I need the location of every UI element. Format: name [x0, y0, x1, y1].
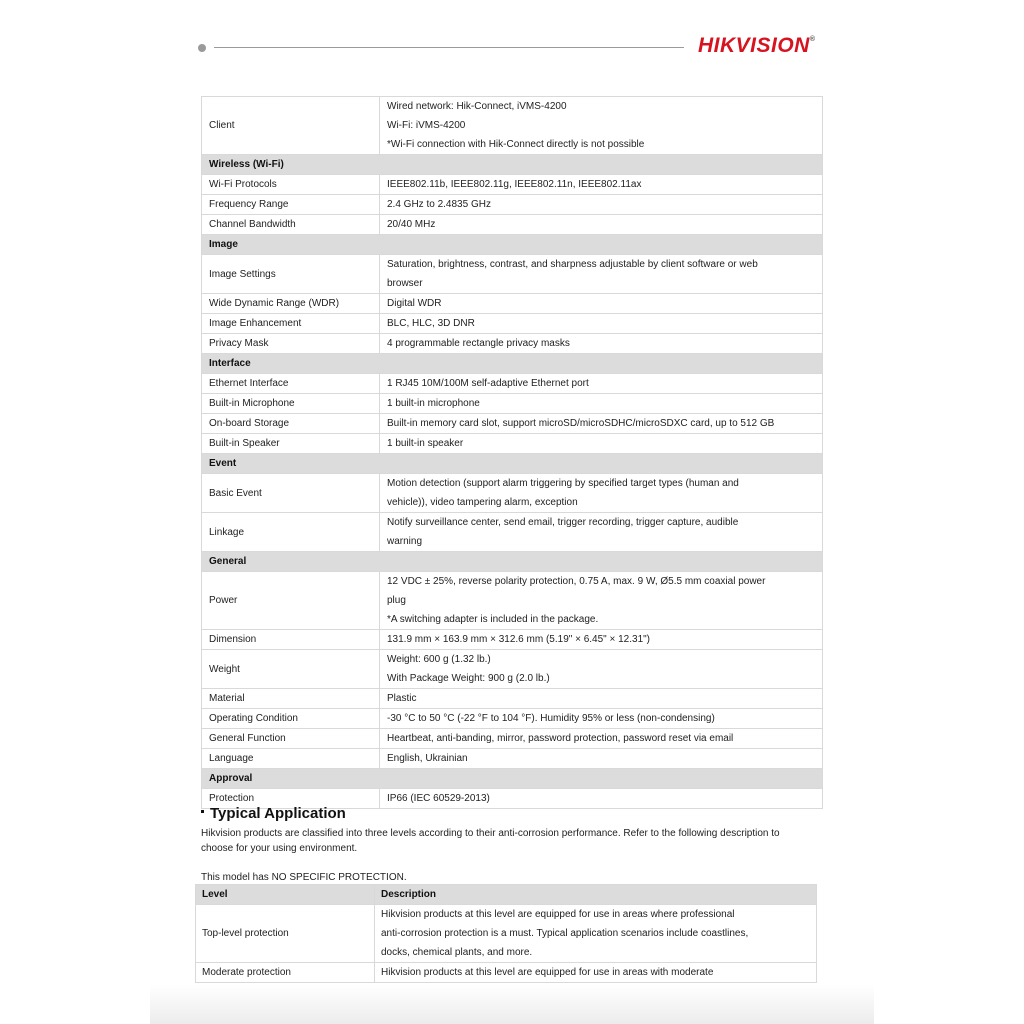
spec-key: Privacy Mask [202, 334, 380, 354]
spec-key: Power [202, 572, 380, 630]
spec-row-power [202, 572, 823, 630]
spec-key: Language [202, 749, 380, 769]
spec-value-line: Saturation, brightness, contrast, and sharpness adjustable by client software or web [387, 259, 758, 270]
spec-value-line: 12 VDC ± 25%, reverse polarity protection, 0.75 A, max. 9 W, Ø5.5 mm coaxial power [387, 576, 766, 587]
spec-row-wi-fi-protocols [202, 175, 823, 195]
spec-row-language [202, 749, 823, 769]
protection-note: This model has NO SPECIFIC PROTECTION. [201, 872, 407, 883]
spec-row-wide-dynamic-range-wdr [202, 294, 823, 314]
spec-row-built-in-speaker [202, 434, 823, 454]
protection-level-table [195, 884, 817, 983]
spec-value-line: Built-in memory card slot, support microSD/microSDHC/microSDXC card, up to 512 GB [387, 418, 775, 429]
hikvision-logo [698, 34, 816, 58]
section-title: Wireless (Wi-Fi) [202, 155, 823, 175]
spec-value-line: Notify surveillance center, send email, trigger recording, trigger capture, audible [387, 517, 739, 528]
spec-value-line: Plastic [387, 693, 417, 704]
spec-value-line: *Wi-Fi connection with Hik-Connect directly is not possible [387, 139, 645, 150]
spec-row-basic-event [202, 474, 823, 513]
level-header: Level [196, 885, 375, 905]
section-header-wireless-wi-fi [202, 155, 823, 175]
spec-key: Client [202, 97, 380, 155]
page-bottom-shadow [150, 985, 874, 1024]
spec-key: Image Settings [202, 255, 380, 294]
spec-key: Wi-Fi Protocols [202, 175, 380, 195]
spec-value [380, 255, 823, 294]
section-title: General [202, 552, 823, 572]
spec-value-line: Motion detection (support alarm triggering by specified target types (human and [387, 478, 739, 489]
section-title: Approval [202, 769, 823, 789]
spec-row-ethernet-interface [202, 374, 823, 394]
spec-value-line: Digital WDR [387, 298, 442, 309]
spec-row-general-function [202, 729, 823, 749]
spec-row-client [202, 97, 823, 155]
spec-value-line: 2.4 GHz to 2.4835 GHz [387, 199, 491, 210]
spec-value-line: 20/40 MHz [387, 219, 436, 230]
spec-value-line: IP66 (IEC 60529-2013) [387, 793, 490, 804]
spec-key: Protection [202, 789, 380, 809]
spec-value [380, 394, 823, 414]
spec-row-weight [202, 650, 823, 689]
section-header-event [202, 454, 823, 474]
spec-value [380, 513, 823, 552]
spec-row-operating-condition [202, 709, 823, 729]
spec-row-material [202, 689, 823, 709]
level-description [375, 905, 817, 963]
spec-key: General Function [202, 729, 380, 749]
spec-value [380, 334, 823, 354]
spec-value [380, 709, 823, 729]
spec-value-line: plug [387, 595, 406, 606]
spec-value [380, 650, 823, 689]
spec-value [380, 374, 823, 394]
level-description-line: Hikvision products at this level are equipped for use in areas where professional [381, 909, 735, 920]
spec-row-built-in-microphone [202, 394, 823, 414]
spec-key: Built-in Microphone [202, 394, 380, 414]
spec-value [380, 175, 823, 195]
spec-key: Ethernet Interface [202, 374, 380, 394]
level-description-line: anti-corrosion protection is a must. Typical application scenarios include coastlines, [381, 928, 749, 939]
level-table-header [196, 885, 817, 905]
spec-value-line: Wired network: Hik-Connect, iVMS-4200 [387, 101, 567, 112]
spec-value-line: warning [387, 536, 423, 547]
level-name: Moderate protection [196, 963, 375, 983]
section-header-interface [202, 354, 823, 374]
spec-value-line: *A switching adapter is included in the package. [387, 614, 599, 625]
spec-value [380, 215, 823, 235]
spec-value [380, 749, 823, 769]
spec-value [380, 414, 823, 434]
level-row-moderate-protection [196, 963, 817, 983]
spec-key: Channel Bandwidth [202, 215, 380, 235]
spec-value [380, 97, 823, 155]
specification-table [201, 96, 823, 809]
spec-row-frequency-range [202, 195, 823, 215]
level-name: Top-level protection [196, 905, 375, 963]
spec-row-dimension [202, 630, 823, 650]
header-rule [214, 47, 684, 48]
logo-text: HIKVISION [698, 34, 810, 57]
spec-key: Material [202, 689, 380, 709]
spec-key: On-board Storage [202, 414, 380, 434]
spec-value [380, 789, 823, 809]
spec-value [380, 729, 823, 749]
spec-value [380, 294, 823, 314]
spec-value-line: BLC, HLC, 3D DNR [387, 318, 475, 329]
spec-value [380, 195, 823, 215]
spec-key: Frequency Range [202, 195, 380, 215]
level-description-line: Hikvision products at this level are equipped for use in areas with moderate [381, 967, 714, 978]
spec-value-line: browser [387, 278, 423, 289]
spec-value-line: -30 °C to 50 °C (-22 °F to 104 °F). Humidity 95% or less (non-condensing) [387, 713, 715, 724]
description-header: Description [375, 885, 817, 905]
section-header-approval [202, 769, 823, 789]
spec-value-line: vehicle)), video tampering alarm, exception [387, 497, 578, 508]
section-title: Interface [202, 354, 823, 374]
spec-key: Basic Event [202, 474, 380, 513]
trademark-mark: ® [809, 36, 816, 43]
spec-value-line: English, Ukrainian [387, 753, 468, 764]
spec-value-line: 4 programmable rectangle privacy masks [387, 338, 570, 349]
typical-application-heading [201, 805, 346, 822]
spec-key: Built-in Speaker [202, 434, 380, 454]
level-description-line: docks, chemical plants, and more. [381, 947, 533, 958]
spec-value-line: 1 built-in speaker [387, 438, 464, 449]
spec-value-line: With Package Weight: 900 g (2.0 lb.) [387, 673, 550, 684]
spec-value [380, 474, 823, 513]
level-description [375, 963, 817, 983]
spec-key: Weight [202, 650, 380, 689]
spec-row-on-board-storage [202, 414, 823, 434]
typical-application-paragraph: Hikvision products are classified into three levels according to their anti-corrosion performance. Refer to the following description to choose for your using environment. [201, 828, 780, 854]
spec-value-line: Weight: 600 g (1.32 lb.) [387, 654, 491, 665]
spec-value-line: IEEE802.11b, IEEE802.11g, IEEE802.11n, IEEE802.11ax [387, 179, 642, 190]
spec-key: Dimension [202, 630, 380, 650]
spec-value-line: 131.9 mm × 163.9 mm × 312.6 mm (5.19" × 6.45" × 12.31") [387, 634, 651, 645]
spec-value [380, 689, 823, 709]
spec-value-line: 1 RJ45 10M/100M self-adaptive Ethernet port [387, 378, 589, 389]
spec-row-privacy-mask [202, 334, 823, 354]
spec-key: Image Enhancement [202, 314, 380, 334]
spec-value [380, 314, 823, 334]
spec-key: Linkage [202, 513, 380, 552]
spec-key: Wide Dynamic Range (WDR) [202, 294, 380, 314]
spec-row-image-settings [202, 255, 823, 294]
typical-application-title: Typical Application [210, 805, 346, 822]
spec-value-line: 1 built-in microphone [387, 398, 480, 409]
spec-row-image-enhancement [202, 314, 823, 334]
spec-value [380, 572, 823, 630]
section-title: Image [202, 235, 823, 255]
section-header-image [202, 235, 823, 255]
spec-value [380, 630, 823, 650]
spec-key: Operating Condition [202, 709, 380, 729]
section-header-general [202, 552, 823, 572]
spec-row-channel-bandwidth [202, 215, 823, 235]
spec-value [380, 434, 823, 454]
header-dot-icon [198, 44, 206, 52]
spec-value-line: Heartbeat, anti-banding, mirror, password protection, password reset via email [387, 733, 734, 744]
heading-bullet-icon [201, 810, 204, 813]
level-row-top-level-protection [196, 905, 817, 963]
spec-value-line: Wi-Fi: iVMS-4200 [387, 120, 466, 131]
spec-row-linkage [202, 513, 823, 552]
section-title: Event [202, 454, 823, 474]
